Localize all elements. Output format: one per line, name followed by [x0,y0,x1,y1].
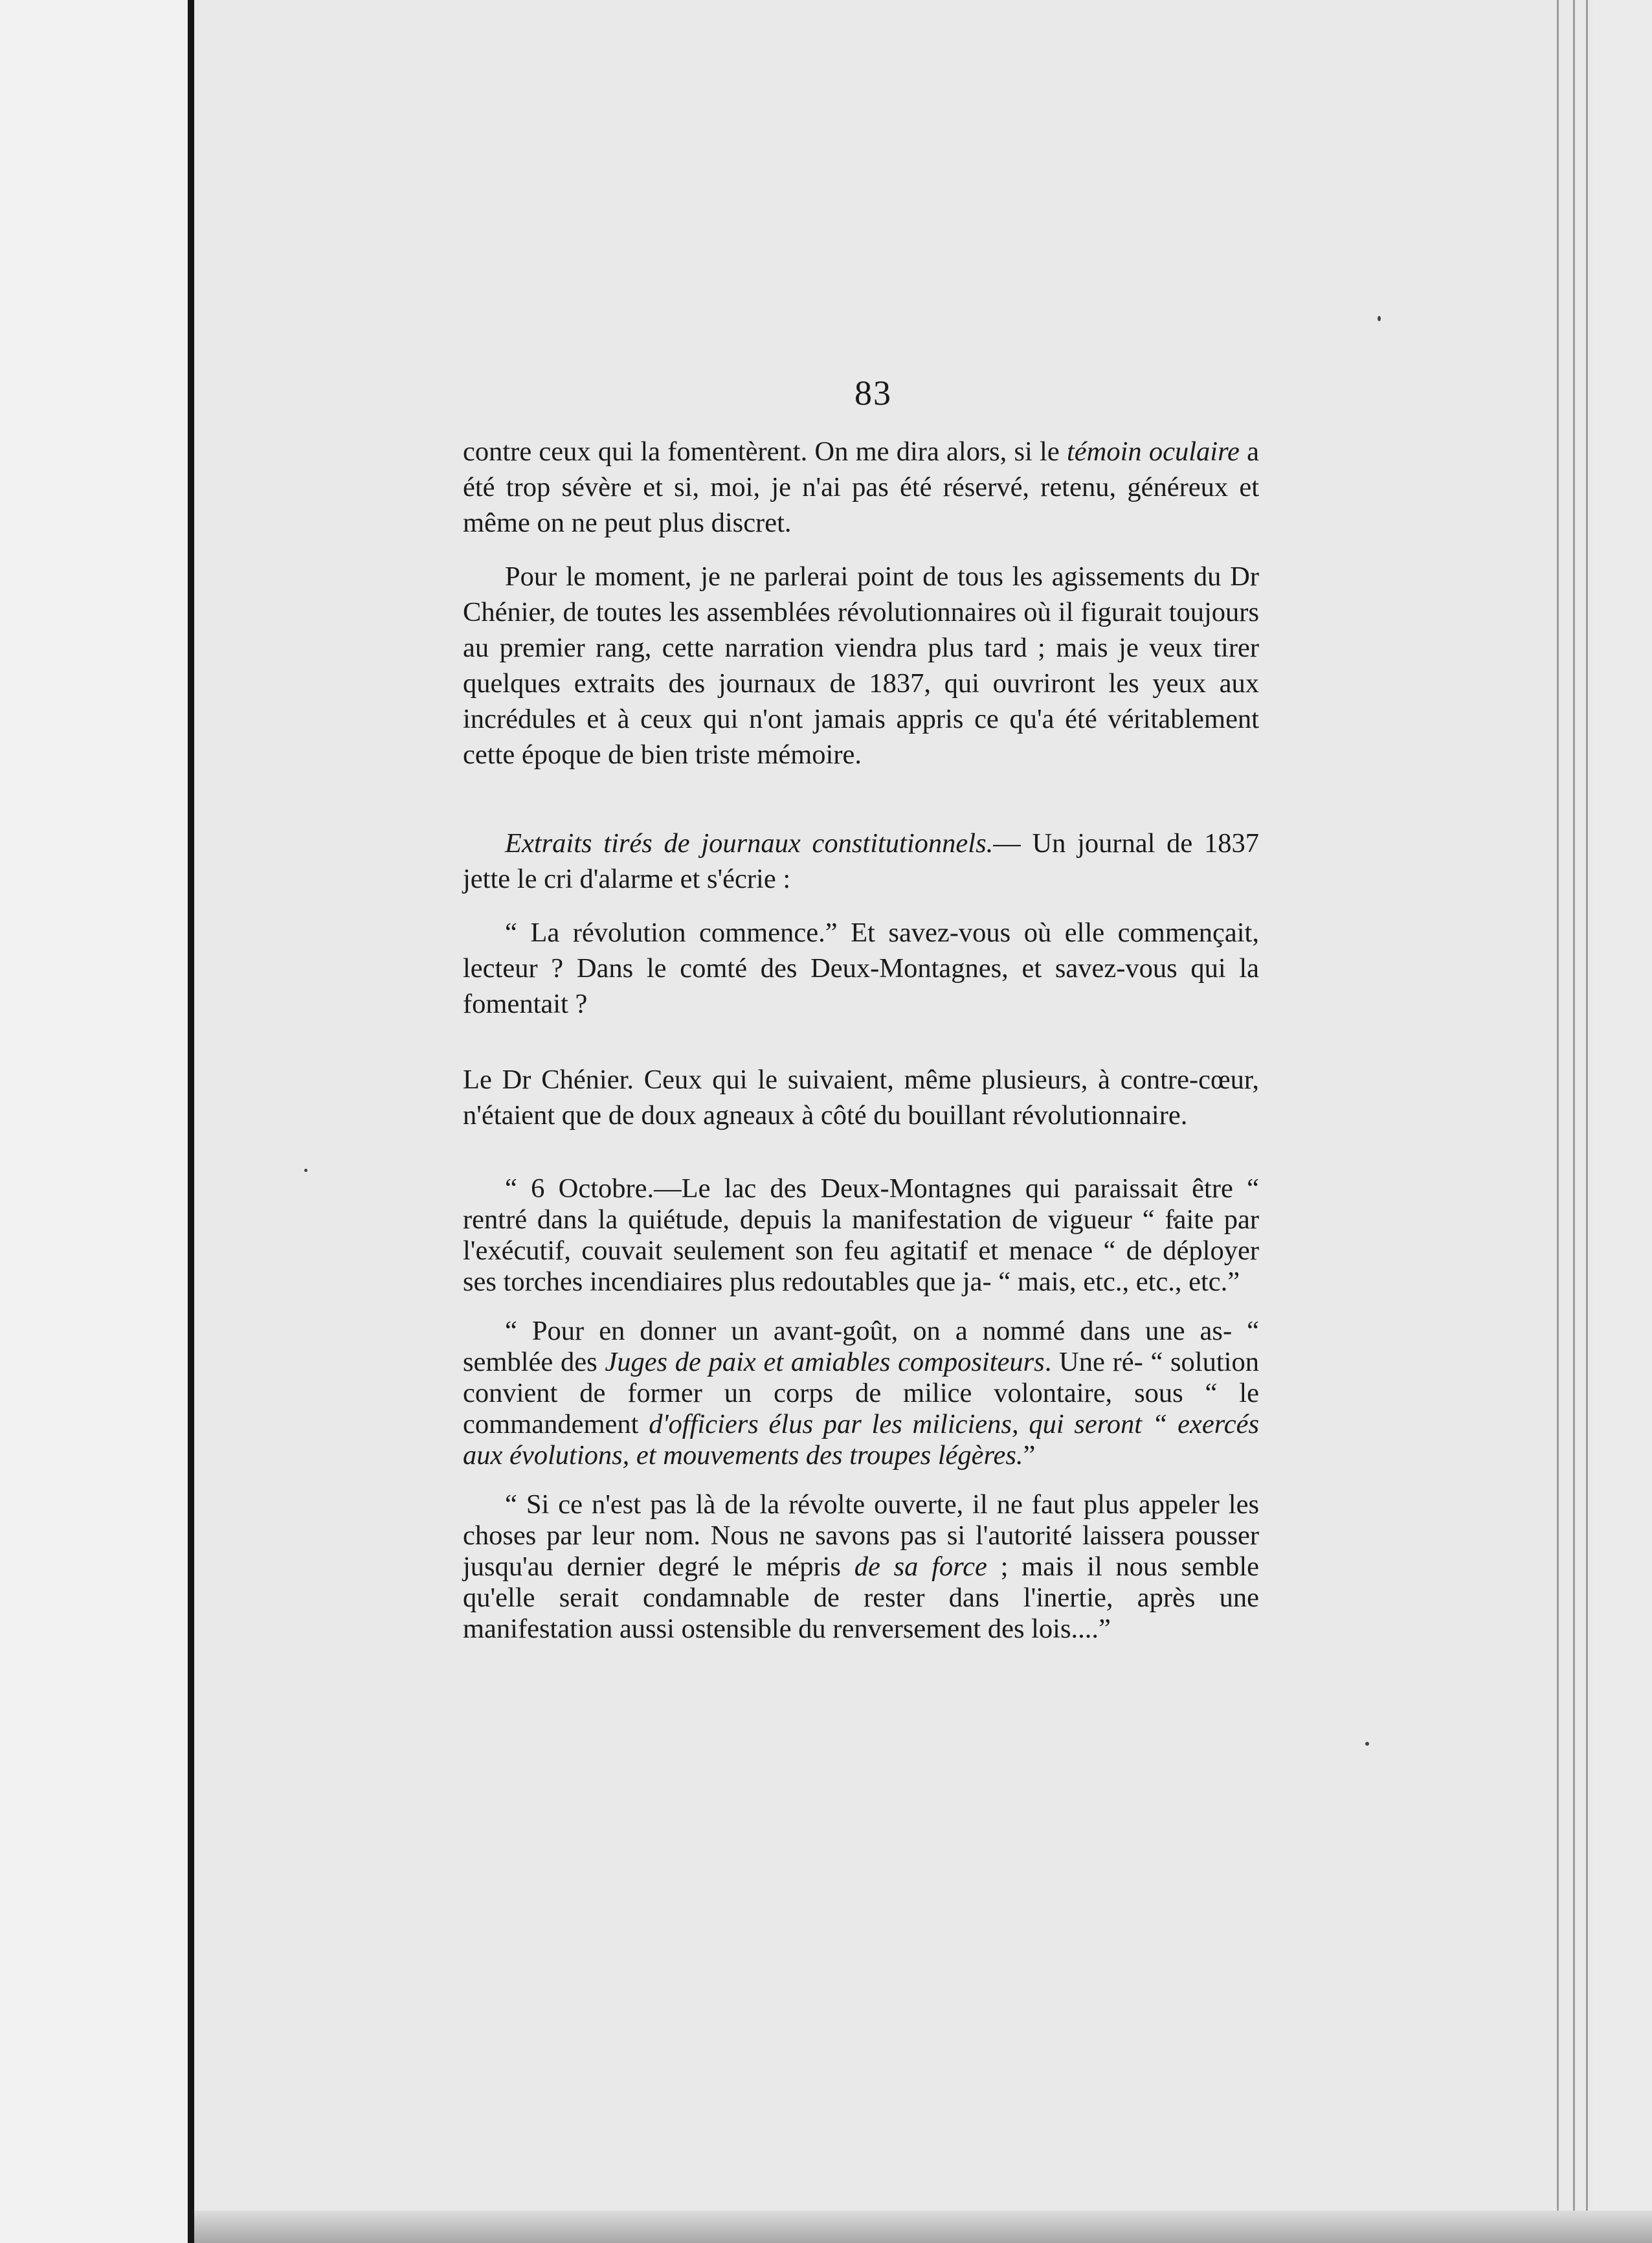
text-run: Le Dr Chénier. Ceux qui le suivaient, même plusieurs, à contre-cœur, n'étaient que de doux agneaux à côté du bouillant révolutionnaire. [463,1065,1259,1131]
page-edge [1586,0,1588,2243]
paragraph [463,1062,1259,1133]
italic-text: de sa force [854,1551,987,1582]
section-heading-paragraph [463,826,1259,897]
text-run: “ La révolution commence.” Et savez-vous où elle commençait, lecteur ? Dans le comté des Deux-Montagnes, et savez-vous qui la fomentait ? [463,918,1259,1019]
page-number: 83 [854,374,892,412]
paragraph [463,559,1259,772]
text-run: “ Pour en donner un avant-goût, on a nommé dans une as- “ semblée des [463,1316,1259,1377]
paragraph [463,915,1259,1022]
quotation-paragraph [463,1489,1259,1645]
quotation-paragraph [463,1316,1259,1471]
body-text [463,434,1259,1645]
page-edge [1557,0,1559,2243]
italic-text: Extraits tirés de journaux constitutionnels. [505,828,994,859]
stray-mark [304,1169,307,1172]
text-run: “ 6 Octobre.—Le lac des Deux-Montagnes qui paraissait être “ rentré dans la quiétude, depuis la manifestation de vigueur “ faite par l'exécutif, couvait seulement son feu agitatif et menace “ de déployer ses torches incendiaires plus redoutables que ja- “ mais, etc., etc., etc.” [463,1173,1259,1297]
left-margin [0,0,188,2243]
quotation-paragraph [463,1173,1259,1298]
text-run: . Une ré- “ solution convient de former un corps de milice volontaire, sous “ le commandement [463,1347,1259,1439]
text-run: ” [1023,1440,1036,1471]
italic-text: d'officiers élus par les miliciens, qui seront “ exercés aux évolutions, et mouvements des troupes légères. [463,1409,1259,1471]
text-run: — Un journal de 1837 jette le cri d'alarme et s'écrie : [463,828,1259,894]
stray-mark [1365,1742,1369,1746]
binding-line [188,0,194,2243]
stray-mark [1378,316,1381,321]
text-run: “ Si ce n'est pas là de la révolte ouverte, il ne faut plus appeler les choses par leur nom. Nous ne savons pas si l'autorité laissera pousser jusqu'au dernier degré le mépris [463,1489,1259,1582]
text-run: contre ceux qui la fomentèrent. On me dira alors, si le [463,436,1067,467]
page-edge [1573,0,1575,2243]
italic-text: témoin oculaire [1066,436,1240,467]
text-run: ; mais il nous semble qu'elle serait condamnable de rester dans l'inertie, après une manifestation aussi ostensible du renversement des lois....” [463,1551,1259,1644]
text-run: a été trop sévère et si, moi, je n'ai pas été réservé, retenu, généreux et même on ne peut plus discret. [463,436,1259,538]
italic-text: Juges de paix et amiables compositeurs [605,1347,1045,1377]
text-run: Pour le moment, je ne parlerai point de tous les agissements du Dr Chénier, de toutes les assemblées révolutionnaires où il figurait toujours au premier rang, cette narration viendra plus tard ; mais je veux tirer quelques extraits des journaux de 1837, qui ouvriront les yeux aux incrédules et à ceux qui n'ont jamais appris ce qu'a été véritablement cette époque de bien triste mémoire. [463,561,1259,770]
page-bottom-shadow [194,2211,1652,2243]
paragraph [463,434,1259,541]
